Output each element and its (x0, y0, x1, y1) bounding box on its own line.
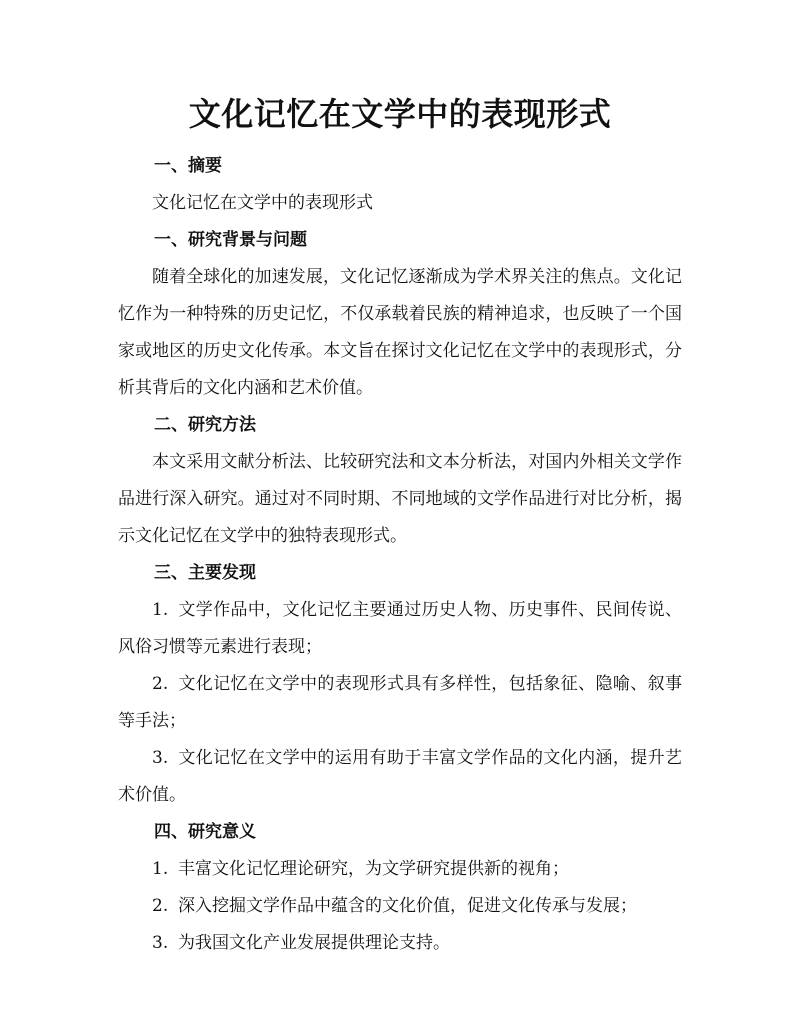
section-heading-abstract: 一、摘要 (154, 156, 222, 176)
significance-item (118, 888, 682, 925)
item-number: 2. (152, 674, 169, 694)
significance-item (118, 925, 682, 962)
section-heading-methods: 二、研究方法 (154, 415, 256, 435)
document-title: 文化记忆在文学中的表现形式 (188, 95, 612, 133)
section-heading-findings: 三、主要发现 (154, 563, 256, 583)
methods-paragraph: 本文采用文献分析法、比较研究法和文本分析法，对国内外相关文学作品进行深入研究。通过对不同时期、不同地域的文学作品进行对比分析，揭示文化记忆在文学中的独特表现形式。 (118, 452, 682, 546)
section-heading-significance: 四、研究意义 (154, 822, 256, 842)
document-body (118, 148, 682, 962)
significance-item (118, 851, 682, 888)
findings-item (118, 592, 682, 666)
item-number: 2. (152, 896, 169, 916)
item-text: 文化记忆在文学中的运用有助于丰富文学作品的文化内涵，提升艺术价值。 (118, 748, 682, 805)
abstract-text: 文化记忆在文学中的表现形式 (152, 193, 373, 213)
item-text: 文化记忆在文学中的表现形式具有多样性，包括象征、隐喻、叙事等手法； (118, 674, 682, 731)
item-number: 3. (152, 933, 169, 953)
findings-item (118, 666, 682, 740)
item-number: 1. (152, 600, 169, 620)
item-number: 1. (152, 859, 169, 879)
item-number: 3. (152, 748, 169, 768)
background-paragraph: 随着全球化的加速发展，文化记忆逐渐成为学术界关注的焦点。文化记忆作为一种特殊的历史记忆，不仅承载着民族的精神追求，也反映了一个国家或地区的历史文化传承。本文旨在探讨文化记忆在文学中的表现形式，分析其背后的文化内涵和艺术价值。 (118, 267, 682, 398)
item-text: 丰富文化记忆理论研究，为文学研究提供新的视角； (178, 859, 569, 879)
section-heading-background: 一、研究背景与问题 (154, 230, 307, 250)
item-text: 为我国文化产业发展提供理论支持。 (178, 933, 450, 953)
item-text: 深入挖掘文学作品中蕴含的文化价值，促进文化传承与发展； (178, 896, 637, 916)
item-text: 文学作品中，文化记忆主要通过历史人物、历史事件、民间传说、风俗习惯等元素进行表现； (118, 600, 682, 657)
findings-item (118, 740, 682, 814)
